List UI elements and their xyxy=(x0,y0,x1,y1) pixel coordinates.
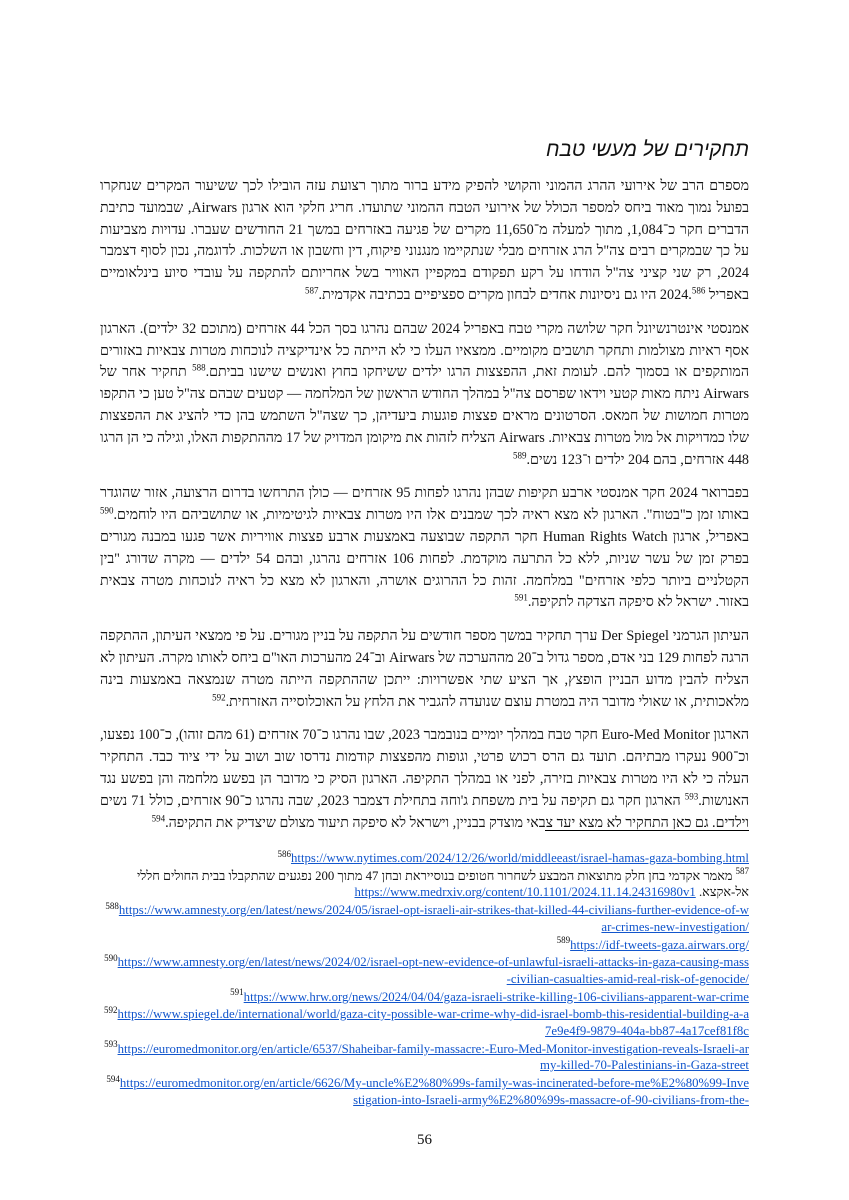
footnote-ref-592[interactable]: 592 xyxy=(212,691,226,702)
footnote-link[interactable]: https://www.amnesty.org/en/latest/news/2024/05/israel-opt-israeli-air-strikes-that-killed-44-civilians-further-evidence-of-war-crimes-new-investigation/ xyxy=(118,903,749,934)
footnote-link[interactable]: https://euromedmonitor.org/en/article/6626/My-uncle%E2%80%99s-family-was-incinerated-before-me%E2%80%99-Investigation-into-Israeli-army%E2%80%99s-massacre-of-90-civilians-from-the- xyxy=(119,1076,749,1107)
paragraph-text: היו גם ניסיונות אחדים לבחון מקרים ספציפיים בכתיבה אקדמית. xyxy=(318,286,660,303)
section-heading: תחקירים של מעשי טבח xyxy=(546,138,749,161)
footnote-number: 594 xyxy=(106,1073,120,1084)
footnote-ref-587[interactable]: 587 xyxy=(305,285,319,296)
footnote-593 xyxy=(100,1041,749,1074)
footnote-ref-588[interactable]: 588 xyxy=(192,362,206,373)
paragraph-text: בפברואר 2024 חקר אמנסטי ארבע תקיפות שבהן נהרגו לפחות 95 אזרחים — כולן התרחשו בדרום הרצועה, אזור שהוגדר באותו זמן כ"בטוח". הארגון לא מצא ראיה לכך שמבנים אלו היו מטרות צבאיות לגיטימיות, או שתושביהם היו לוחמים. xyxy=(100,485,749,524)
footnote-589 xyxy=(100,937,749,954)
footnote-592 xyxy=(100,1006,749,1039)
footnote-588 xyxy=(100,902,749,935)
footnote-590 xyxy=(100,954,749,987)
paragraph-3 xyxy=(100,483,749,614)
footnote-link[interactable]: https://euromedmonitor.org/en/article/6537/Shaheibar-family-massacre:-Euro-Med-Monitor-investigation-reveals-Israeli-army-killed-70-Palestinians-in-Gaza-street xyxy=(117,1041,749,1073)
paragraph-2 xyxy=(100,319,749,472)
footnote-number: 588 xyxy=(105,900,119,911)
footnote-link[interactable]: https://www.medrxiv.org/content/10.1101/2024.11.14.24316980v1 xyxy=(354,885,696,900)
footnote-link[interactable]: https://www.hrw.org/news/2024/04/04/gaza-israeli-strike-killing-106-civilians-apparent-war-crime xyxy=(243,989,749,1004)
footnote-separator xyxy=(545,830,749,831)
footnote-number: 593 xyxy=(104,1039,118,1050)
footnote-ref-586[interactable]: 586 xyxy=(691,285,706,296)
footnote-586 xyxy=(100,850,749,867)
footnote-ref-590[interactable]: 590 xyxy=(100,505,114,516)
footnote-ref-593[interactable]: 593 xyxy=(684,790,699,801)
paragraph-text: הארגון Euro-Med Monitor חקר טבח במהלך יומיים בנובמבר 2023, שבו נהרגו כ־70 אזרחים (61 מהם זוהו), כ־100 נפצעו, וכ־900 נעקרו מבתיהם. תועד גם הרס רכוש פרטי, וגופות מהפצצות קודמות נדרסו שוב ושוב על ידי ציוד כבד. התחקיר העלה כי לא היו מטרות צבאיות בזירה, לפני או במהלך התקיפה. הארגון הסיק כי מדובר הן בפשע מלחמה והן בפשע נגד האנושות. xyxy=(100,727,750,809)
footnote-587 xyxy=(100,868,749,901)
paragraph-1 xyxy=(100,176,749,307)
footnote-number: 592 xyxy=(104,1005,118,1016)
footnote-number: 589 xyxy=(556,935,571,946)
main-content xyxy=(100,138,749,846)
paragraph-text: תחקיר אחר של Airwars ניתח מאות קטעי וידאו שפרסם צה"ל במהלך החודש הראשון של המלחמה — קטעים שבהם צה"ל טען כי התקפו מטרות חמושות של חמאס. הסרטונים מראים פצצות פוגעות ביעדיהן, כך שצה"ל השתמש בהן כדי להציג את ההפצצות שלו כמדויקות אל מול מטרות צבאיות. Airwars הצליח לזהות את מיקומן המדויק של 17 מההתקפות האלו, וגילה כי הן הרגו 448 אזרחים, בהם 204 ילדים ו־123 נשים. xyxy=(100,364,749,468)
footnote-number: 587 xyxy=(735,866,749,877)
footnote-link[interactable]: https://idf-tweets-gaza.airwars.org/ xyxy=(570,937,749,952)
footnote-ref-594[interactable]: 594 xyxy=(151,812,166,823)
footnote-number: 591 xyxy=(230,987,244,998)
footnote-number: 590 xyxy=(104,952,118,963)
paragraph-5 xyxy=(100,725,749,834)
paragraph-text: מספרם הרב של אירועי ההרג ההמוני והקושי להפיק מידע ברור מתוך רצועת עזה הובילו לכך ששיעור המקרים שנחקרו בפועל נמוך מאוד ביחס למספר הכולל של אירועי הטבח ההמוני שתועדו. חריג חלקי הוא ארגון Airwars, שבמועד כתיבת הדברים חקר כ־1,084, מתוך למעלה מ־11,650 מקרים של פגיעה באזרחים במשך 21 החודשים שעברו. עדויות מצביעות על כך שבמקרים רבים צה"ל הרג אזרחים מבלי שנתקיימו מנגנוני פיקוח, דין וחשבון או השלכות. לדוגמה, נכון לסוף דצמבר 2024, רק שני קציני צה"ל הודחו על רקע תפקודם במקפיין האוויר בשל אחריותם להתקפה על עובדי סיוע בינלאומיים באפריל 2024. xyxy=(100,178,750,303)
page-number: 56 xyxy=(417,1132,432,1148)
footnotes xyxy=(100,850,749,1110)
footnote-ref-589[interactable]: 589 xyxy=(512,449,527,460)
paragraph-text: הארגון חקר גם תקיפה על בית משפחת ג'וחה בתחילת דצמבר 2023, שבה נהרגו כ־90 אזרחים, כולל 71 נשים וילדים. גם כאן התחקיר לא מצא יעד צבאי מוצדק בבניין, וישראל לא סיפקה תיעוד מצולם שיצדיק את התקיפה. xyxy=(100,792,749,831)
paragraph-4 xyxy=(100,626,749,713)
paragraph-text: אמנסטי אינטרנשיונל חקר שלושה מקרי טבח באפריל 2024 שבהם נהרגו בסך הכל 44 אזרחים (מתוכם 32 ילדים). הארגון אסף ראיות מצולמות ותחקר תושבים מקומיים. ממצאיו העלו כי לא הייתה כל אינדיקציה לנוכחות מטרות צבאיות באזורים המותקפים או בסמוך להם. לעומת זאת, ההפצצות הרגו ילדים ששיחקו בחוץ ואנשים שישנו בביתם. xyxy=(100,320,749,381)
footnote-591 xyxy=(100,989,749,1006)
footnote-text: מאמר אקדמי בחן חלק מתוצאות המבצע לשחרור חטופים בנוסייראת ובחן 47 מתוך 200 נפגעים שהתקבלו בבית החולים חללי אל-אקצא. xyxy=(136,868,749,900)
paragraph-text: באפריל, ארגון Human Rights Watch חקר התקפה שבוצעה באמצעות ארבע פצצות אוויריות אשר פגעו במבנה מגורים בפרק זמן של עשר שניות, ללא כל התרעה מוקדמת. לפחות 106 אזרחים נהרגו, ובהם 54 ילדים — מקרה שדורג "בין הקטלניים ביותר כלפי אזרחים" במלחמה. זהות כל ההרוגים אושרה, והארגון לא מצא כל ראיה לנוכחות מטרה צבאית באזור. ישראל לא סיפקה הצדקה לתקיפה. xyxy=(100,528,749,611)
footnote-link[interactable]: https://www.spiegel.de/international/world/gaza-city-possible-war-crime-why-did-israel-bomb-this-residential-building-a-a7e9e4f9-9879-404a-bb87-4a17cef81f8c xyxy=(117,1007,749,1039)
footnote-link[interactable]: https://www.amnesty.org/en/latest/news/2024/02/israel-opt-new-evidence-of-unlawful-israeli-attacks-in-gaza-causing-mass-civilian-casualties-amid-real-risk-of-genocide/ xyxy=(117,955,749,986)
footnote-594 xyxy=(100,1075,749,1108)
footnote-link[interactable]: https://www.nytimes.com/2024/12/26/world/middleeast/israel-hamas-gaza-bombing.html xyxy=(290,851,749,865)
footnote-number: 586 xyxy=(277,848,291,859)
footnote-ref-591[interactable]: 591 xyxy=(514,592,528,603)
paragraph-text: העיתון הגרמני Der Spiegel ערך תחקיר במשך מספר חודשים על התקפה על בניין מגורים. על פי ממצאי העיתון, ההתקפה הרגה לפחות 129 בני אדם, מספר גדול ב־20 מההערכה של Airwars וב־24 מהערכות האו"ם ביחס לאותו מקרה. העיתון לא הצליח להבין מדוע הבניין הופצץ, אך הציע שתי אפשרויות: ייתכן שההתקפה הייתה מטרה שנמצאה באמצעות בינה מלאכותית, או שאולי מדובר היה במטרת עוצם שנועדה להגביר את הלחץ על האוכלוסייה האזרחית. xyxy=(100,628,749,710)
